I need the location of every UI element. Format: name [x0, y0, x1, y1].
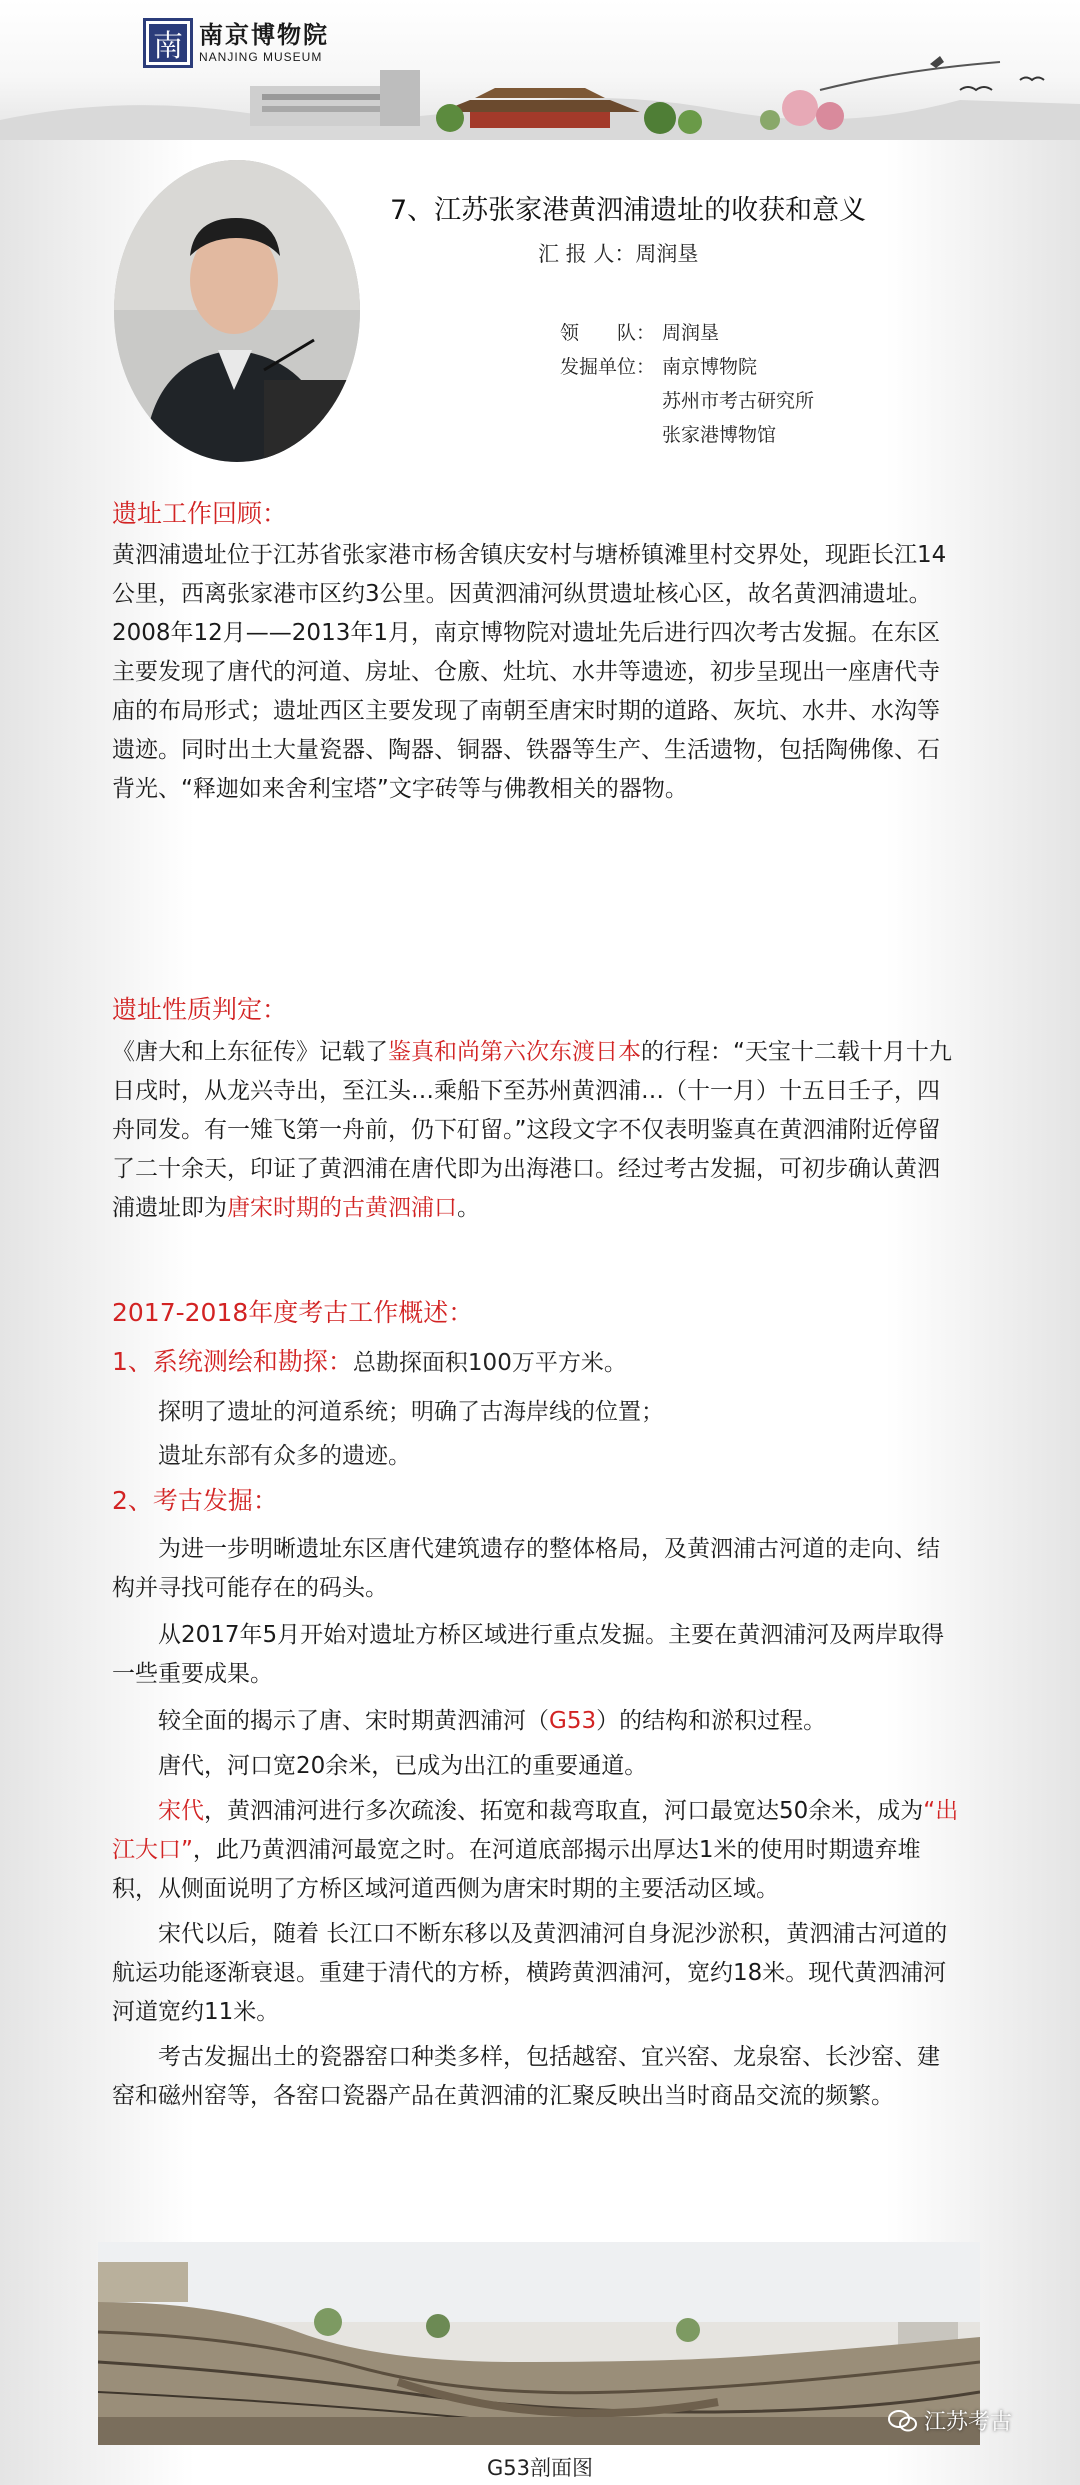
highlight-song: 宋代 — [158, 1798, 204, 1824]
item1-line — [112, 1342, 627, 1378]
paragraph: 考古发掘出土的瓷器窑口种类多样，包括越窑、宜兴窑、龙泉窑、长沙窑、建窑和磁州窑等，各窑口瓷器产品在黄泗浦的汇聚反映出当时商品交流的频繁。 — [112, 2044, 940, 2109]
paragraph: 2008年12月——2013年1月，南京博物院对遗址先后进行四次考古发掘。在东区主要发现了唐代的河道、房址、仓廒、灶坑、水井等遗迹，初步呈现出一座唐代寺庙的布局形式；遗址西区主要发现了南朝至唐宋时期的道路、灰坑、水井、水沟等遗迹。同时出土大量瓷器、陶器、铜器、铁器等生产、生活遗物，包括陶佛像、石背光、“释迦如来舍利宝塔”文字砖等与佛教相关的器物。 — [112, 620, 940, 802]
section-heading-review: 遗址工作回顾： — [112, 499, 288, 528]
figure-caption: G53剖面图 — [487, 2456, 593, 2480]
units-label: 发掘单位： — [560, 356, 656, 378]
paragraph: 唐代，河口宽20余米，已成为出江的重要通道。 — [158, 1753, 648, 1779]
museum-logo-icon: 南 — [143, 18, 193, 68]
text-run: 较全面的揭示了唐、宋时期黄泗浦河（ — [158, 1708, 549, 1734]
section-review-body — [112, 536, 962, 809]
museum-logo — [143, 18, 329, 68]
unit-item: 南京博物院 — [662, 356, 758, 378]
watermark — [888, 2405, 1012, 2436]
paragraph — [112, 1033, 962, 1228]
paragraph — [112, 1702, 962, 1741]
item1-detail: 遗址东部有众多的遗迹。 — [158, 1443, 411, 1469]
g53-section-photo — [98, 2242, 980, 2445]
item1-detail: 探明了遗址的河道系统；明确了古海岸线的位置； — [158, 1399, 664, 1425]
highlight-g53: G53 — [549, 1708, 597, 1734]
paragraph: 为进一步明晰遗址东区唐代建筑遗存的整体格局，及黄泗浦古河道的走向、结构并寻找可能存在的码头。 — [112, 1536, 940, 1601]
logo-chinese-name: 南京博物院 — [199, 21, 329, 49]
highlight-river-mouth: “出江大口” — [112, 1798, 959, 1863]
watermark-text: 江苏考古 — [924, 2410, 1013, 2435]
wechat-icon — [888, 2409, 918, 2433]
excavation-panorama-image — [98, 2242, 980, 2445]
reporter-photo-image — [114, 160, 360, 462]
text-run: ）的结构和淤积过程。 — [596, 1708, 827, 1734]
text-run: 。 — [457, 1195, 480, 1221]
highlight-jianzhen: 鉴真和尚第六次东渡日本 — [388, 1039, 641, 1065]
unit-item: 苏州市考古研究所 — [662, 390, 815, 412]
header-banner — [0, 0, 1080, 140]
item1-label: 1、系统测绘和勘探： — [112, 1347, 353, 1376]
highlight-ancient-port: 唐宋时期的古黄泗浦口 — [227, 1195, 457, 1221]
paragraph: 宋代以后，随着 长江口不断东移以及黄泗浦河自身泥沙淤积，黄泗浦古河道的航运功能逐渐衰退。重建于清代的方桥，横跨黄泗浦河，宽约18米。现代黄泗浦河河道宽约11米。 — [112, 1921, 948, 2025]
item2-label: 2、考古发掘： — [112, 1486, 278, 1515]
item1-text: 总勘探面积100万平方米。 — [352, 1350, 627, 1376]
report-title: 7、江苏张家港黄泗浦遗址的收获和意义 — [390, 195, 867, 226]
text-run: ，黄泗浦河进行多次疏浚、拓宽和裁弯取直，河口最宽达50余米，成为 — [204, 1798, 924, 1824]
paragraph: 从2017年5月开始对遗址方桥区域进行重点发掘。主要在黄泗浦河及两岸取得一些重要成果。 — [112, 1622, 945, 1687]
reporter-line: 汇 报 人：周润垦 — [538, 242, 699, 266]
section-heading-nature: 遗址性质判定： — [112, 995, 288, 1024]
paragraph — [112, 1792, 962, 1909]
unit-item: 张家港博物馆 — [662, 424, 777, 446]
excavation-body — [112, 1530, 962, 2116]
leader-label: 领 队： — [560, 322, 656, 344]
reporter-portrait — [114, 160, 360, 462]
section-heading-overview: 2017-2018年度考古工作概述： — [112, 1298, 474, 1327]
paragraph: 黄泗浦遗址位于江苏省张家港市杨舍镇庆安村与塘桥镇滩里村交界处，现距长江14公里，西离张家港市区约3公里。因黄泗浦河纵贯遗址核心区，故名黄泗浦遗址。 — [112, 542, 947, 607]
leader-name: 周润垦 — [662, 322, 720, 344]
text-run: ，此乃黄泗浦河最宽之时。在河道底部揭示出厚达1米的使用时期遗弃堆积，从侧面说明了方桥区域河道西侧为唐宋时期的主要活动区域。 — [112, 1837, 921, 1902]
section-nature-body — [112, 1033, 962, 1228]
text-run: 《唐大和上东征传》记载了 — [112, 1039, 388, 1065]
text-run: 的行程：“天宝十二载十月十九日戌时，从龙兴寺出，至江头…乘船下至苏州黄泗浦…（十一月）十五日壬子，四舟同发。有一雉飞第一舟前，仍下矴留。”这段文字不仅表明鉴真在黄泗浦附近停留了二十余天，印证了黄泗浦在唐代即为出海港口。经过考古发掘，可初步确认黄泗浦遗址即为 — [112, 1039, 952, 1221]
logo-english-name: NANJING MUSEUM — [199, 50, 323, 64]
